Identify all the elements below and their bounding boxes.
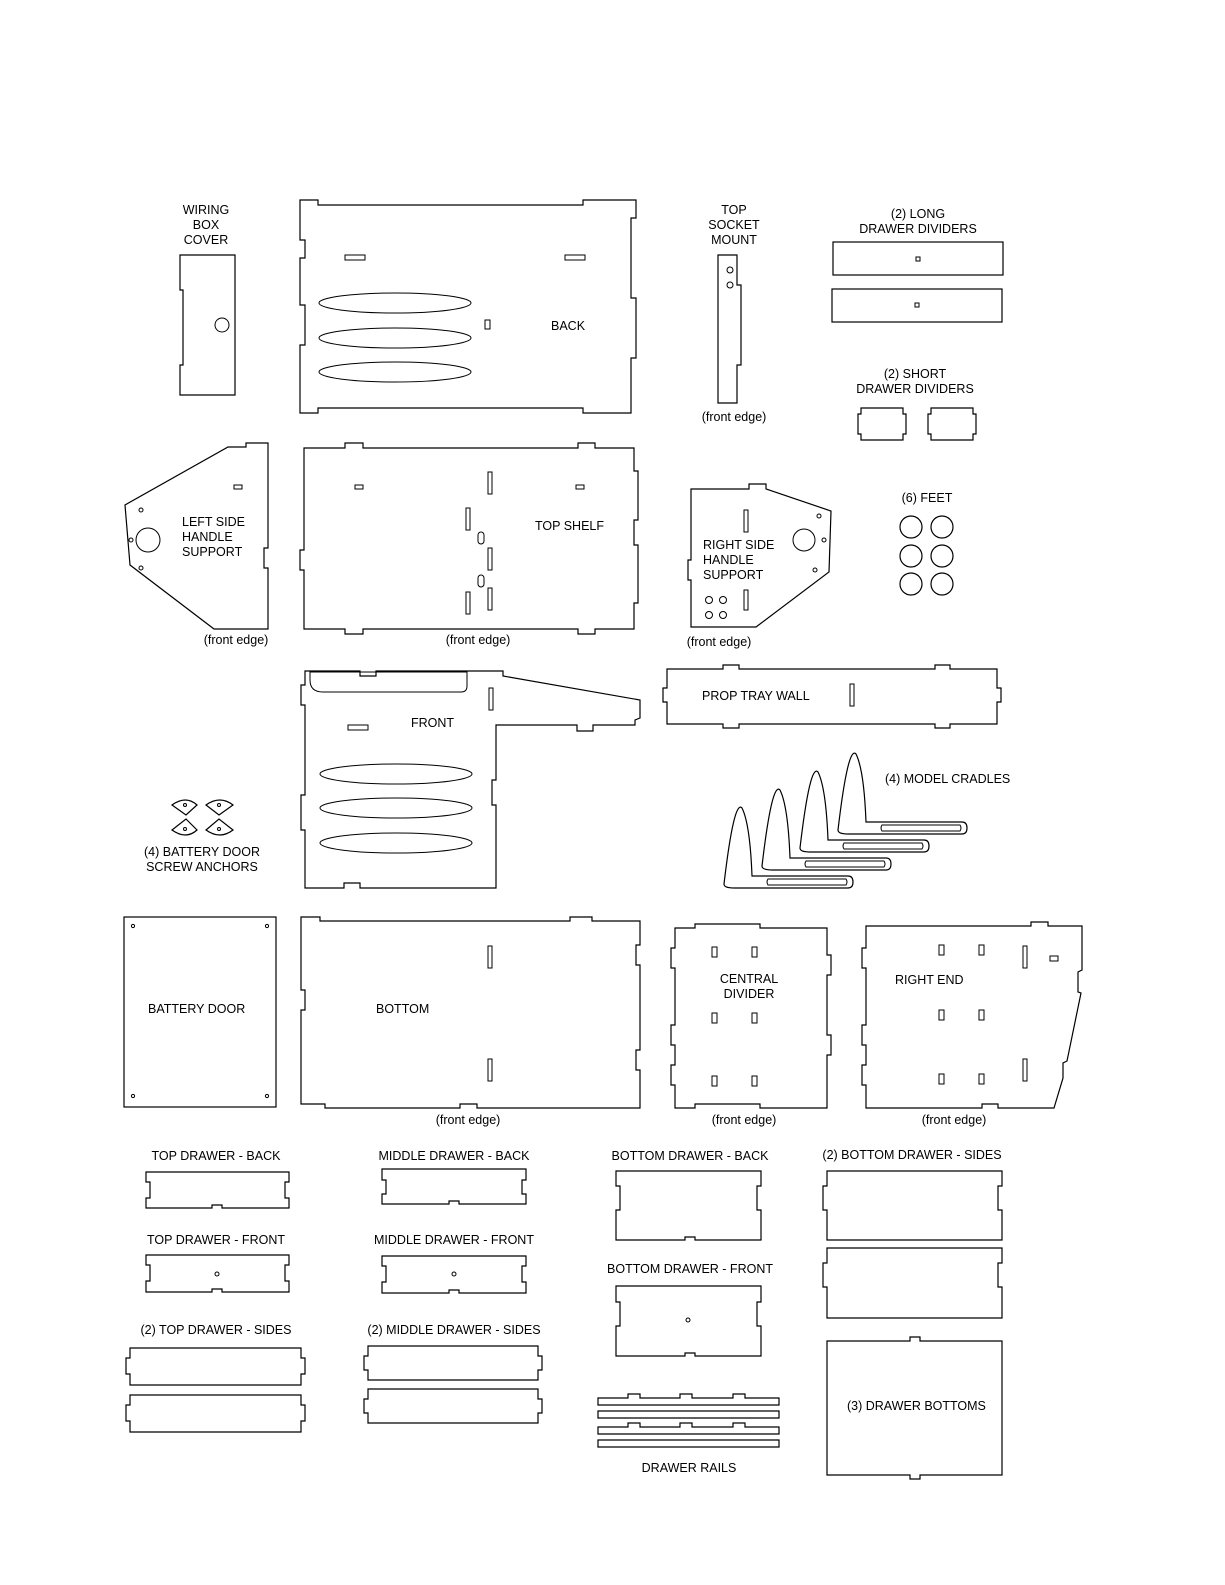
- bottom-drawer-front-label: BOTTOM DRAWER - FRONT: [607, 1262, 773, 1276]
- long-drawer-dividers-label-2: DRAWER DIVIDERS: [859, 222, 977, 236]
- left-side-handle-support-label-3: SUPPORT: [182, 545, 243, 559]
- left-side-handle-support-part: [125, 443, 268, 647]
- top-socket-mount-front-edge: (front edge): [701, 410, 767, 424]
- top-socket-mount-label-2: SOCKET: [708, 218, 760, 232]
- middle-drawer-sides-label: (2) MIDDLE DRAWER - SIDES: [367, 1323, 541, 1337]
- top-drawer-sides-label: (2) TOP DRAWER - SIDES: [140, 1323, 292, 1337]
- drawer-rails-label: DRAWER RAILS: [641, 1461, 737, 1475]
- right-side-handle-support-part: [687, 484, 831, 649]
- top-socket-mount-label-1: TOP: [721, 203, 747, 217]
- drawer-rails-part: [598, 1394, 779, 1475]
- back-part: [300, 200, 636, 413]
- wiring-box-cover-label-1: WIRING: [182, 203, 230, 217]
- short-drawer-dividers-part: [856, 367, 976, 440]
- battery-door-label: BATTERY DOOR: [148, 1002, 246, 1016]
- middle-drawer-front-part: [374, 1233, 534, 1293]
- bottom-front-edge: (front edge): [435, 1113, 501, 1127]
- drawer-bottoms-part: [827, 1337, 1002, 1479]
- top-shelf-label: TOP SHELF: [535, 519, 605, 533]
- long-drawer-dividers-part: [832, 207, 1003, 322]
- front-part: [301, 671, 640, 888]
- bottom-drawer-front-part: [607, 1262, 773, 1356]
- wiring-box-cover-label-3: COVER: [183, 233, 229, 247]
- top-drawer-back-label: TOP DRAWER - BACK: [151, 1149, 281, 1163]
- right-side-handle-support-label-1: RIGHT SIDE: [703, 538, 775, 552]
- drawer-bottoms-label: (3) DRAWER BOTTOMS: [847, 1399, 986, 1413]
- right-end-front-edge: (front edge): [921, 1113, 987, 1127]
- model-cradles-label: (4) MODEL CRADLES: [885, 772, 1011, 786]
- right-side-handle-support-label-2: HANDLE: [703, 553, 754, 567]
- battery-door-part: [124, 917, 276, 1107]
- central-divider-label-1: CENTRAL: [719, 972, 779, 986]
- short-drawer-dividers-label-2: DRAWER DIVIDERS: [856, 382, 974, 396]
- wiring-box-cover-label-2: BOX: [192, 218, 220, 232]
- left-side-handle-support-label-1: LEFT SIDE: [182, 515, 245, 529]
- top-drawer-sides-part: [126, 1323, 305, 1432]
- top-shelf-front-edge: (front edge): [445, 633, 511, 647]
- battery-door-screw-anchors-label-2: SCREW ANCHORS: [146, 860, 258, 874]
- central-divider-front-edge: (front edge): [711, 1113, 777, 1127]
- long-drawer-dividers-label-1: (2) LONG: [890, 207, 946, 221]
- bottom-drawer-sides-label: (2) BOTTOM DRAWER - SIDES: [822, 1148, 1002, 1162]
- bottom-part: [301, 917, 640, 1127]
- central-divider-part: [671, 924, 831, 1127]
- top-drawer-front-part: [146, 1233, 289, 1292]
- front-label: FRONT: [411, 716, 455, 730]
- top-socket-mount-part: [702, 203, 767, 424]
- right-side-handle-support-front-edge: (front edge): [686, 635, 752, 649]
- battery-door-screw-anchors-label-1: (4) BATTERY DOOR: [144, 845, 260, 859]
- feet-part: [900, 491, 953, 595]
- right-end-part: [862, 922, 1082, 1127]
- left-side-handle-support-front-edge: (front edge): [203, 633, 269, 647]
- middle-drawer-back-label: MIDDLE DRAWER - BACK: [378, 1149, 530, 1163]
- right-end-label: RIGHT END: [895, 973, 964, 987]
- wiring-box-cover-part: [180, 203, 235, 395]
- prop-tray-wall-label: PROP TRAY WALL: [702, 689, 810, 703]
- bottom-drawer-back-part: [612, 1149, 770, 1240]
- central-divider-label-2: DIVIDER: [723, 987, 775, 1001]
- left-side-handle-support-label-2: HANDLE: [182, 530, 233, 544]
- short-drawer-dividers-label-1: (2) SHORT: [883, 367, 947, 381]
- top-shelf-part: [300, 443, 638, 647]
- bottom-drawer-back-label: BOTTOM DRAWER - BACK: [611, 1149, 769, 1163]
- battery-door-screw-anchors-part: [144, 800, 260, 874]
- middle-drawer-front-label: MIDDLE DRAWER - FRONT: [374, 1233, 534, 1247]
- top-socket-mount-label-3: MOUNT: [711, 233, 757, 247]
- right-side-handle-support-label-3: SUPPORT: [703, 568, 764, 582]
- middle-drawer-back-part: [379, 1149, 531, 1204]
- feet-label: (6) FEET: [901, 491, 953, 505]
- back-label: BACK: [551, 319, 586, 333]
- top-drawer-back-part: [146, 1149, 289, 1208]
- bottom-label: BOTTOM: [376, 1002, 430, 1016]
- prop-tray-wall-part: [663, 665, 1001, 728]
- model-cradles-part: [724, 753, 1010, 888]
- top-drawer-front-label: TOP DRAWER - FRONT: [147, 1233, 285, 1247]
- bottom-drawer-sides-part: [822, 1148, 1002, 1318]
- middle-drawer-sides-part: [364, 1323, 542, 1423]
